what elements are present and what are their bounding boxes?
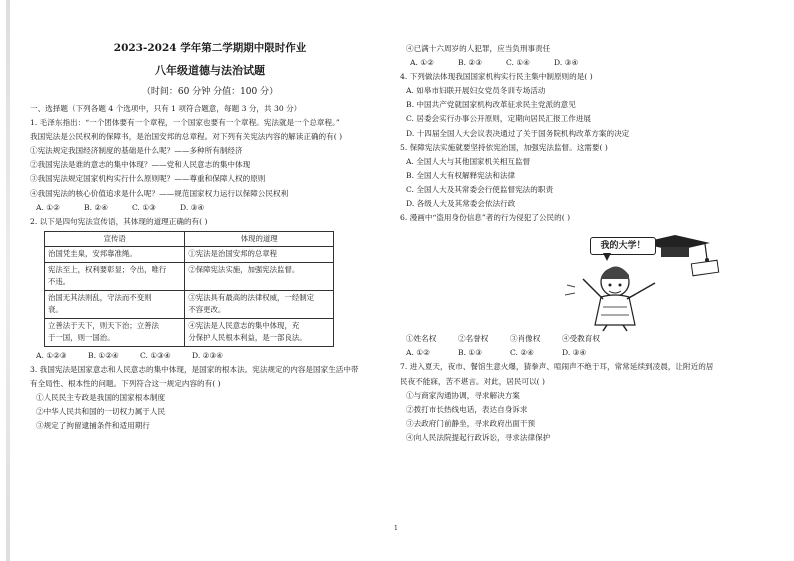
q3-stem-2: 有全局性、根本性的问题。下列符合这一规定内容的有( ) xyxy=(30,379,221,389)
table-row xyxy=(45,290,334,318)
q2-slogan-3b: 衰。 xyxy=(48,305,63,315)
q6-item-2: ②名誉权 xyxy=(458,334,489,344)
q2-principle-4a: ④宪法是人民意志的集中体现，充 xyxy=(188,320,300,330)
q1-options xyxy=(30,201,390,215)
table-row xyxy=(45,247,334,263)
q7-item-3: ③去政府门前静坐，寻求政府出面干预 xyxy=(406,418,536,428)
q2-slogan-4a: 立善法于天下，则天下治；立善法 xyxy=(48,320,159,330)
q6-items xyxy=(400,332,765,346)
q1-option-d[interactable]: D. ③④ xyxy=(180,202,205,212)
q1-item-1: ①宪法规定我国经济制度的基础是什么呢？——多种所有制经济 xyxy=(30,146,243,156)
q6-options xyxy=(400,346,765,360)
q1-item-2: ②我国宪法是谁的意志的集中体现？——党和人民意志的集中体现 xyxy=(30,160,251,170)
q2-table xyxy=(44,231,334,347)
q4-option-d[interactable]: D. 十四届全国人大会议表决通过了关于国务院机构改革方案的决定 xyxy=(406,128,630,138)
q5-option-d[interactable]: D. 各级人大及其常委会依法行政 xyxy=(406,199,516,209)
q5-option-c[interactable]: C. 全国人大及其常委会行使监督宪法的职责 xyxy=(406,184,554,194)
q2-option-b[interactable]: B. ①②④ xyxy=(88,350,119,360)
q2-stem: 2. 以下是四句宪法宣传语，其体现的道理正确的有( ) xyxy=(30,216,208,226)
exam-title: 2023-2024 学年第二学期期中限时作业 xyxy=(113,42,307,54)
q1-option-b[interactable]: B. ②④ xyxy=(84,202,109,212)
q4-option-b[interactable]: B. 中国共产党就国家机构改革征求民主党派的意见 xyxy=(406,100,576,110)
q7-item-1: ①与商家沟通协调，寻求解决方案 xyxy=(406,390,520,400)
q5-stem: 5. 保障宪法实施就要坚持依宪治国，加强宪法监督。这需要( ) xyxy=(400,142,608,152)
q2-principle-3a: ③宪法具有最高的法律权威，一经制定 xyxy=(188,292,315,302)
exam-meta: （时间：60 分钟 分值：100 分） xyxy=(141,87,279,97)
q2-options xyxy=(30,349,390,363)
table-row xyxy=(45,262,334,290)
q1-item-3: ③我国宪法规定国家机构实行什么原则呢？——尊重和保障人权的原则 xyxy=(30,174,266,184)
q3-option-c[interactable]: C. ①④ xyxy=(506,58,530,68)
q7-item-4: ④向人民法院提起行政诉讼，寻求法律保护 xyxy=(406,432,551,442)
q4-option-c[interactable]: C. 居委会实行办事公开原则，定期向居民汇报工作进展 xyxy=(406,114,592,124)
q6-option-c[interactable]: C. ②④ xyxy=(510,348,534,358)
q2-option-a[interactable]: A. ①②③ xyxy=(36,350,67,360)
q2-slogan-1: 治国凭圭臬，安邦靠准绳。 xyxy=(48,249,137,259)
q3-item-4: ④已满十六周岁的人犯罪，应当负刑事责任 xyxy=(406,44,551,53)
q2-col-header-2: 体现的道理 xyxy=(185,231,334,247)
q6-item-4: ④受教育权 xyxy=(562,334,600,344)
q7-item-2: ②拨打市长热线电话，表达自身诉求 xyxy=(406,404,528,414)
q2-slogan-4b: 于一国，则一国治。 xyxy=(48,333,115,343)
q2-slogan-3a: 治国无其法则乱，守法而不变则 xyxy=(48,292,152,302)
q3-stem-1: 3. 我国宪法是国家意志和人民意志的集中体现，是国家的根本法。宪法规定的内容是国家生活中带 xyxy=(30,364,359,374)
q2-principle-3b: 不容更改。 xyxy=(188,305,226,315)
q4-option-a[interactable]: A. 如皋市妇联开展妇女党员冬训专场活动 xyxy=(406,86,546,96)
q6-option-d[interactable]: D. ③④ xyxy=(562,348,587,358)
speech-bubble-tail xyxy=(603,253,611,261)
q7-stem-1: 7. 进入夏天，夜市、餐馆生意火爆，猜拳声、喧闹声不绝于耳，常常延续到凌晨，让附近的居 xyxy=(400,362,714,372)
q2-option-c[interactable]: C. ①③④ xyxy=(140,350,171,360)
q2-principle-1: ①宪法是治国安邦的总章程 xyxy=(188,249,278,259)
page-number: 1 xyxy=(394,525,398,532)
q3-item-1: ①人民民主专政是我国的国家根本制度 xyxy=(36,393,166,403)
q2-principle-4b: 分保护人民根本利益，是一部良法。 xyxy=(188,333,307,343)
q4-stem: 4. 下列做法体现我国国家机构实行民主集中制原则的是( ) xyxy=(400,72,593,82)
scan-edge xyxy=(6,0,10,561)
q6-stem: 6. 漫画中“盗用身份信息”者的行为侵犯了公民的( ) xyxy=(400,213,571,223)
q1-stem-2: 我国宪法是公民权利的保障书，是治国安邦的总章程。对下列有关宪法内容的解读正确的有( ) xyxy=(30,132,343,142)
q1-stem-1: 1. 毛泽东指出：“一个团体要有一个章程，一个国家也要有一个章程。宪法就是一个总章程。” xyxy=(30,118,340,128)
q3-option-b[interactable]: B. ②③ xyxy=(458,58,483,68)
q6-item-3: ③肖像权 xyxy=(510,334,541,344)
cartoon-speech-bubble: 我的大学！ xyxy=(590,237,656,255)
q3-option-d[interactable]: D. ③④ xyxy=(554,58,579,68)
q1-item-4: ④我国宪法的核心价值追求是什么呢？——规范国家权力运行以保障公民权利 xyxy=(30,188,289,198)
q5-option-b[interactable]: B. 全国人大有权解释宪法和法律 xyxy=(406,170,516,180)
right-column xyxy=(400,42,765,445)
q1-option-a[interactable]: A. ①② xyxy=(36,202,60,212)
q3-item-2: ②中华人民共和国的一切权力属于人民 xyxy=(36,407,166,417)
q2-col-header-1: 宣传语 xyxy=(45,231,185,247)
q6-item-1: ①姓名权 xyxy=(406,334,437,344)
table-row xyxy=(45,318,334,346)
section-heading: 一、选择题（下列各题 4 个选项中，只有 1 项符合题意，每题 3 分，共 30 分） xyxy=(30,104,302,113)
q2-slogan-2a: 宪法至上，权利要彰显；令出，唯行 xyxy=(48,264,167,274)
q3-option-a[interactable]: A. ①② xyxy=(410,58,434,68)
exam-subject: 八年级道德与法治试题 xyxy=(155,64,265,77)
q3-item-3: ③规定了拘留逮捕条件和适用期行 xyxy=(36,421,150,431)
q3-options xyxy=(400,56,765,70)
left-column xyxy=(30,40,390,433)
q7-stem-2: 民夜不能寐，苦不堪言。对此，居民可以( ) xyxy=(400,376,546,386)
q1-option-c[interactable]: C. ①③ xyxy=(132,202,156,212)
q2-option-d[interactable]: D. ②③④ xyxy=(192,350,224,360)
q2-principle-2: ②保障宪法实施，加强宪法监督。 xyxy=(188,264,300,274)
q2-slogan-2b: 不违。 xyxy=(48,277,71,287)
q6-option-a[interactable]: A. ①② xyxy=(406,348,430,358)
q5-option-a[interactable]: A. 全国人大与其他国家机关相互监督 xyxy=(406,156,531,166)
q6-cartoon xyxy=(495,227,745,332)
q6-option-b[interactable]: B. ①③ xyxy=(458,348,483,358)
